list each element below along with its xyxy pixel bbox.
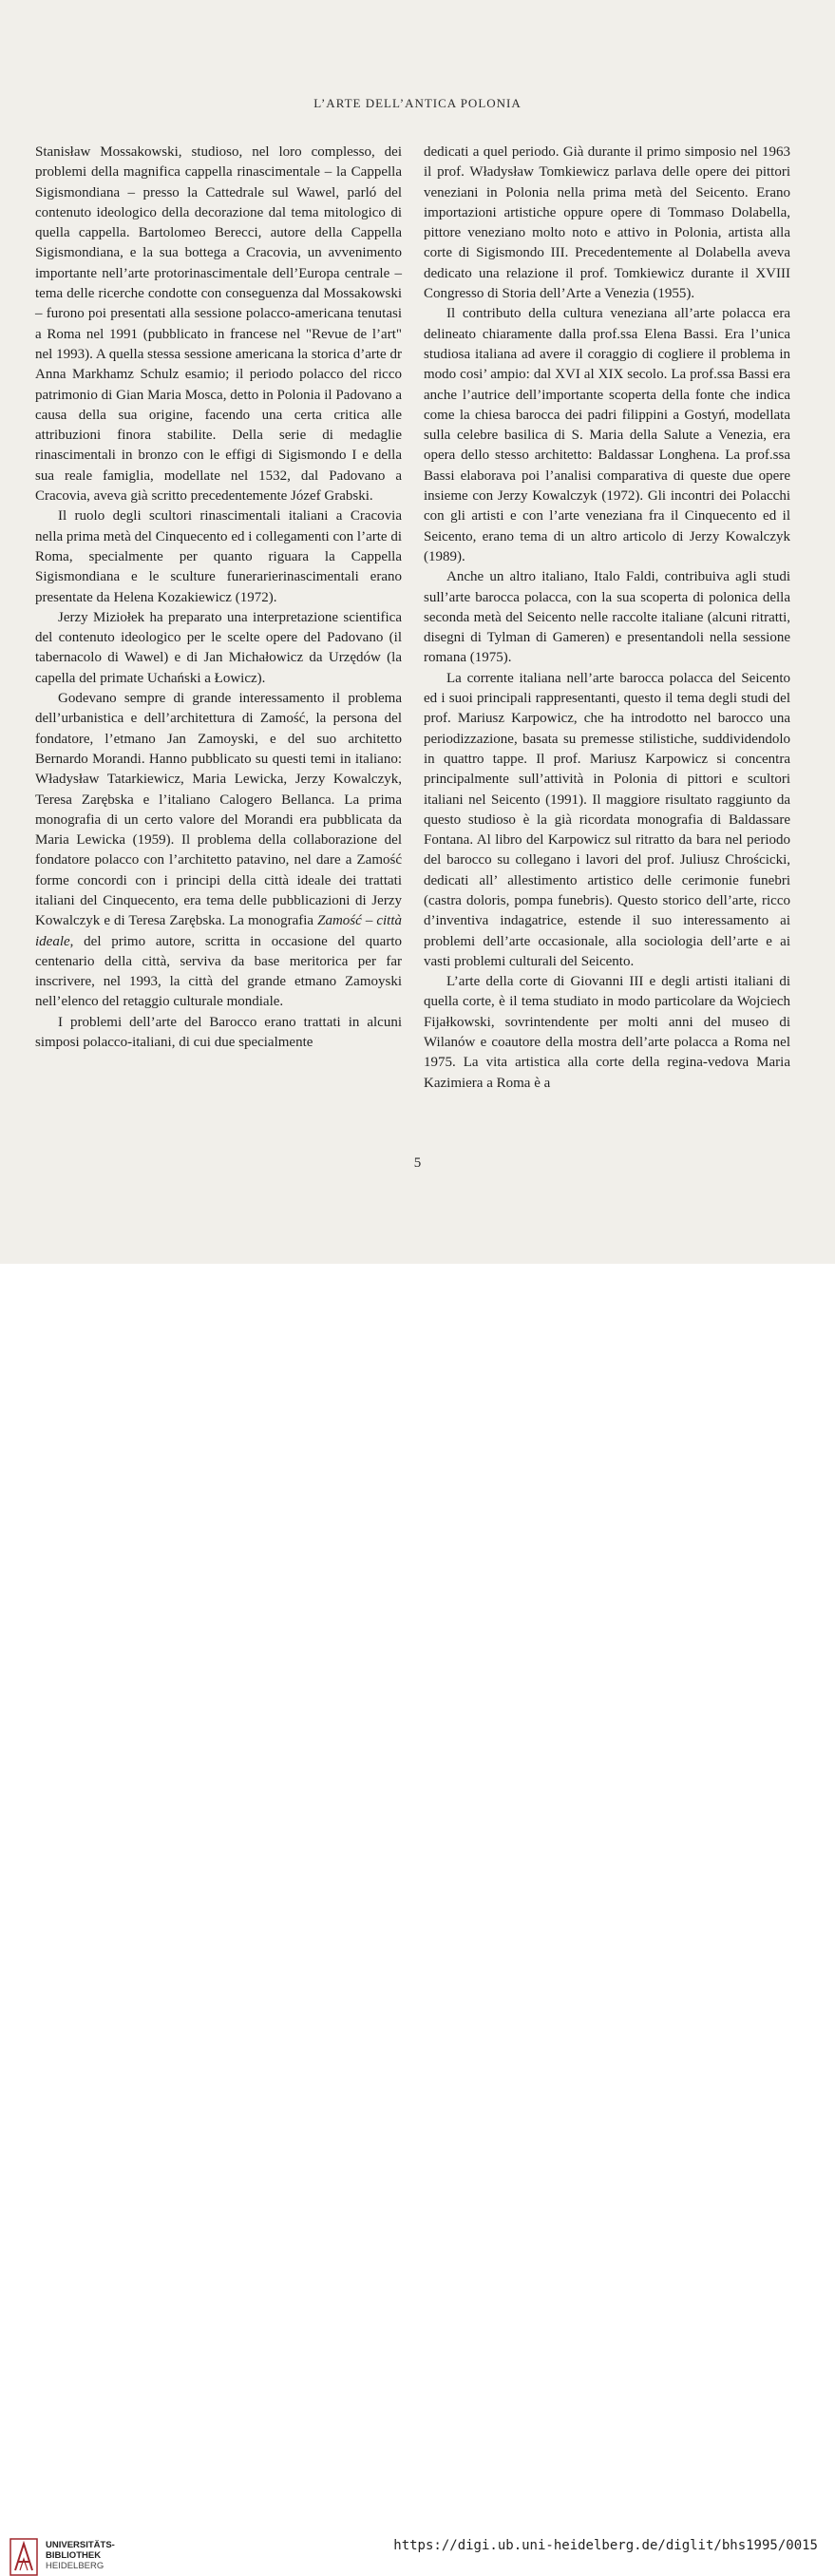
left-column [35, 143, 402, 1053]
paragraph-text: Godevano sempre di grande interessamento il problema dell’urbanistica e dell’architettura di Zamość, la persona del fondatore, l’etmano Jan Zamoyski, e del suo architetto Bernardo Morandi. Hanno pubblicato su questi temi in italiano: Władysław Tatarkiewicz, Maria Lewicka, Jerzy Kowalczyk, Teresa Zarębska e l’italiano Calogero Bellanca. La prima monografia di un certo valore del Morandi era pubblicata da Maria Lewicka (1959). Il problema della collaborazione del fondatore polacco con l’architetto patavino, nel dare a Zamość forme concordi con i principi della città ideale dei trattati italiani del Cinquecento, era tema delle pubblicazioni di Jerzy Kowalczyk e di Teresa Zarębska. La monografia [35, 691, 402, 929]
paragraph: Stanisław Mossakowski, studioso, nel loro complesso, dei problemi della magnifica cappella rinascimentale – la Cappella Sigismondiana – presso la Cattedrale sul Wawel, parló del contenuto ideologico della decorazione dal tema mitologico di quella cappella. Bartolomeo Berecci, autore della Cappella Sigismondiana, e la sua bottega a Cracovia, un avvenimento importante nell’arte protorinascimentale dell’Europa centrale – tema delle ricerche condotte con conseguenza dal Mossakowski – furono poi presentati alla sessione polacco-americana tenutasi a Roma nel 1991 (pubblicato in francese nel "Revue de l’art" nel 1993). A quella stessa sessione americana la storica d’arte dr Anna Markhamz Schulz esamio; il periodo polacco del ricco patrimonio di Gian Maria Mosca, detto in Polonia il Padovano a causa della sua origine, facendo una certa critica alle attribuzioni finora stabilite. Della serie di medaglie rinascimentali in bronzo con le effigi di Sigismondo I e della sua reale famiglia, modellate nel 1532, dal Padovano a Cracovia, aveva già scritto precedentemente Józef Grabski. [35, 144, 402, 505]
running-title: L’ARTE DELL’ANTICA POLONIA [313, 96, 522, 110]
library-line: UNIVERSITÄTS- [46, 2540, 115, 2550]
paragraph: La corrente italiana nell’arte barocca polacca del Seicento ed i suoi principali rappresentanti, questo il tema degli studi del prof. Mariusz Karpowicz, che ha introdotto nel barocco una periodizzazione, basata su premesse stilistiche, suddividendolo in quattro tappe. Il prof. Mariusz Karpowicz si concentra principalmente sull’attività in Polonia di pittori e scultori italiani nel Seicento (1991). Il maggiore risultato raggiunto da questo studioso è la già ricordata monografia di Baldassare Fontana. Al libro del Karpowicz sul ritratto da bara nel periodo del barocco su collegano i lavori del prof. Juliusz Chrościcki, dedicati all’ allestimento artistico delle cerimonie funebri (castra doloris, pompa funebris). Questo storico dell’arte, ricco d’inventiva indagatrice, estende il suo interessamento ai problemi dell’arte occasionale, alla sociologia dell’arte e ai vasti problemi culturali del Seicento. [424, 670, 790, 969]
library-line: HEIDELBERG [46, 2561, 104, 2571]
paragraph-text: , del primo autore, scritta in occasione del quarto centenario della città, serviva da base meritorica per far inscrivere, nel 1993, la città del grande etmano Zamoyski nell’elenco del retaggio culturale mondiale. [35, 933, 402, 1010]
paragraph: Il ruolo degli scultori rinascimentali italiani a Cracovia nella prima metà del Cinquecento ed i collegamenti con l’arte di Roma, specialmente per quanto riguara la Cappella Sigismondiana e le sculture funerarierinascimentali erano presentate da Helena Kozakiewicz (1972). [35, 508, 402, 605]
paragraph: dedicati a quel periodo. Già durante il primo simposio nel 1963 il prof. Władysław Tomkiewicz parlava delle opere dei pittori veneziani in Polonia nella prima metà del Seicento. Erano importazioni artistiche oppure opere di Tommaso Dolabella, pittore veneziano molto noto e attivo in Polonia, artista alla corte di Sigismondo III. Precedentemente al Dolabella aveva dedicato una relazione il prof. Tomkiewicz durante il XVIII Congresso di Storia dell’Arte a Venezia (1955). [424, 144, 790, 302]
paragraph: I problemi dell’arte del Barocco erano trattati in alcuni simposi polacco-italiani, di cui due specialmente [35, 1014, 402, 1051]
library-line: BIBLIOTHEK [46, 2550, 102, 2561]
page-sheet [0, 0, 835, 1264]
paragraph: Anche un altro italiano, Italo Faldi, contribuiva agli studi sull’arte barocca polacca, con la sua scoperta di polonica della seconda metà del Seicento nelle raccolte italiane (alcuni ritratti, disegni di Tylman di Gameren) e presentandoli nella sessione romana (1975). [424, 569, 790, 666]
paragraph: Il contributo della cultura veneziana all’arte polacca era delineato chiaramente dalla prof.ssa Elena Bassi. Era l’unica studiosa italiana ad avere il coraggio di cogliere il problema in modo cosi’ ampio: dal XVI al XIX secolo. La prof.ssa Bassi era anche l’autrice dell’importante scoperta della fonte che indica come la chiesa barocca dei padri filippini a Gostyń, modellata sulla celebre basilica di S. Maria della Salute a Venezia, era opera dello stesso architetto: Baldassar Longhena. La prof.ssa Bassi elaborava poi l’analisi comparativa di queste due opere insieme con Jerzy Kowalczyk (1972). Gli incontri dei Polacchi con gli artisti e con l’arte veneziana fra il Cinquecento ed il Seicento, erano tema di un altro articolo di Jerzy Kowalczyk (1989). [424, 306, 790, 564]
paragraph: L’arte della corte di Giovanni III e degli artisti italiani di quella corte, è il tema studiato in modo particolare da Wojciech Fijałkowski, sovrintendente per molti anni del museo di Wilanów e coautore della mostra dell’arte polacca a Roma nel 1975. La vita artistica alla corte della regina-vedova Maria Kazimiera a Roma è a [424, 974, 790, 1091]
page-number: 5 [413, 1155, 422, 1171]
heidelberg-library-logo-icon[interactable] [9, 2538, 38, 2576]
book-title: Zamość – città ideale [35, 913, 402, 949]
footer [0, 1264, 835, 2571]
permalink-url[interactable]: https://digi.ub.uni-heidelberg.de/diglit/bhs1995/0015 [393, 2538, 818, 2553]
paragraph: Jerzy Miziołek ha preparato una interpretazione scientifica del contenuto ideologico per le scelte opere del Padovano (il tabernacolo di Wawel) e di Jan Michałowicz da Urzędów (la capella del primate Uchański a Łowicz). [35, 609, 402, 686]
paragraph [35, 689, 402, 1013]
right-column [424, 143, 790, 1094]
library-name[interactable] [46, 2540, 115, 2571]
